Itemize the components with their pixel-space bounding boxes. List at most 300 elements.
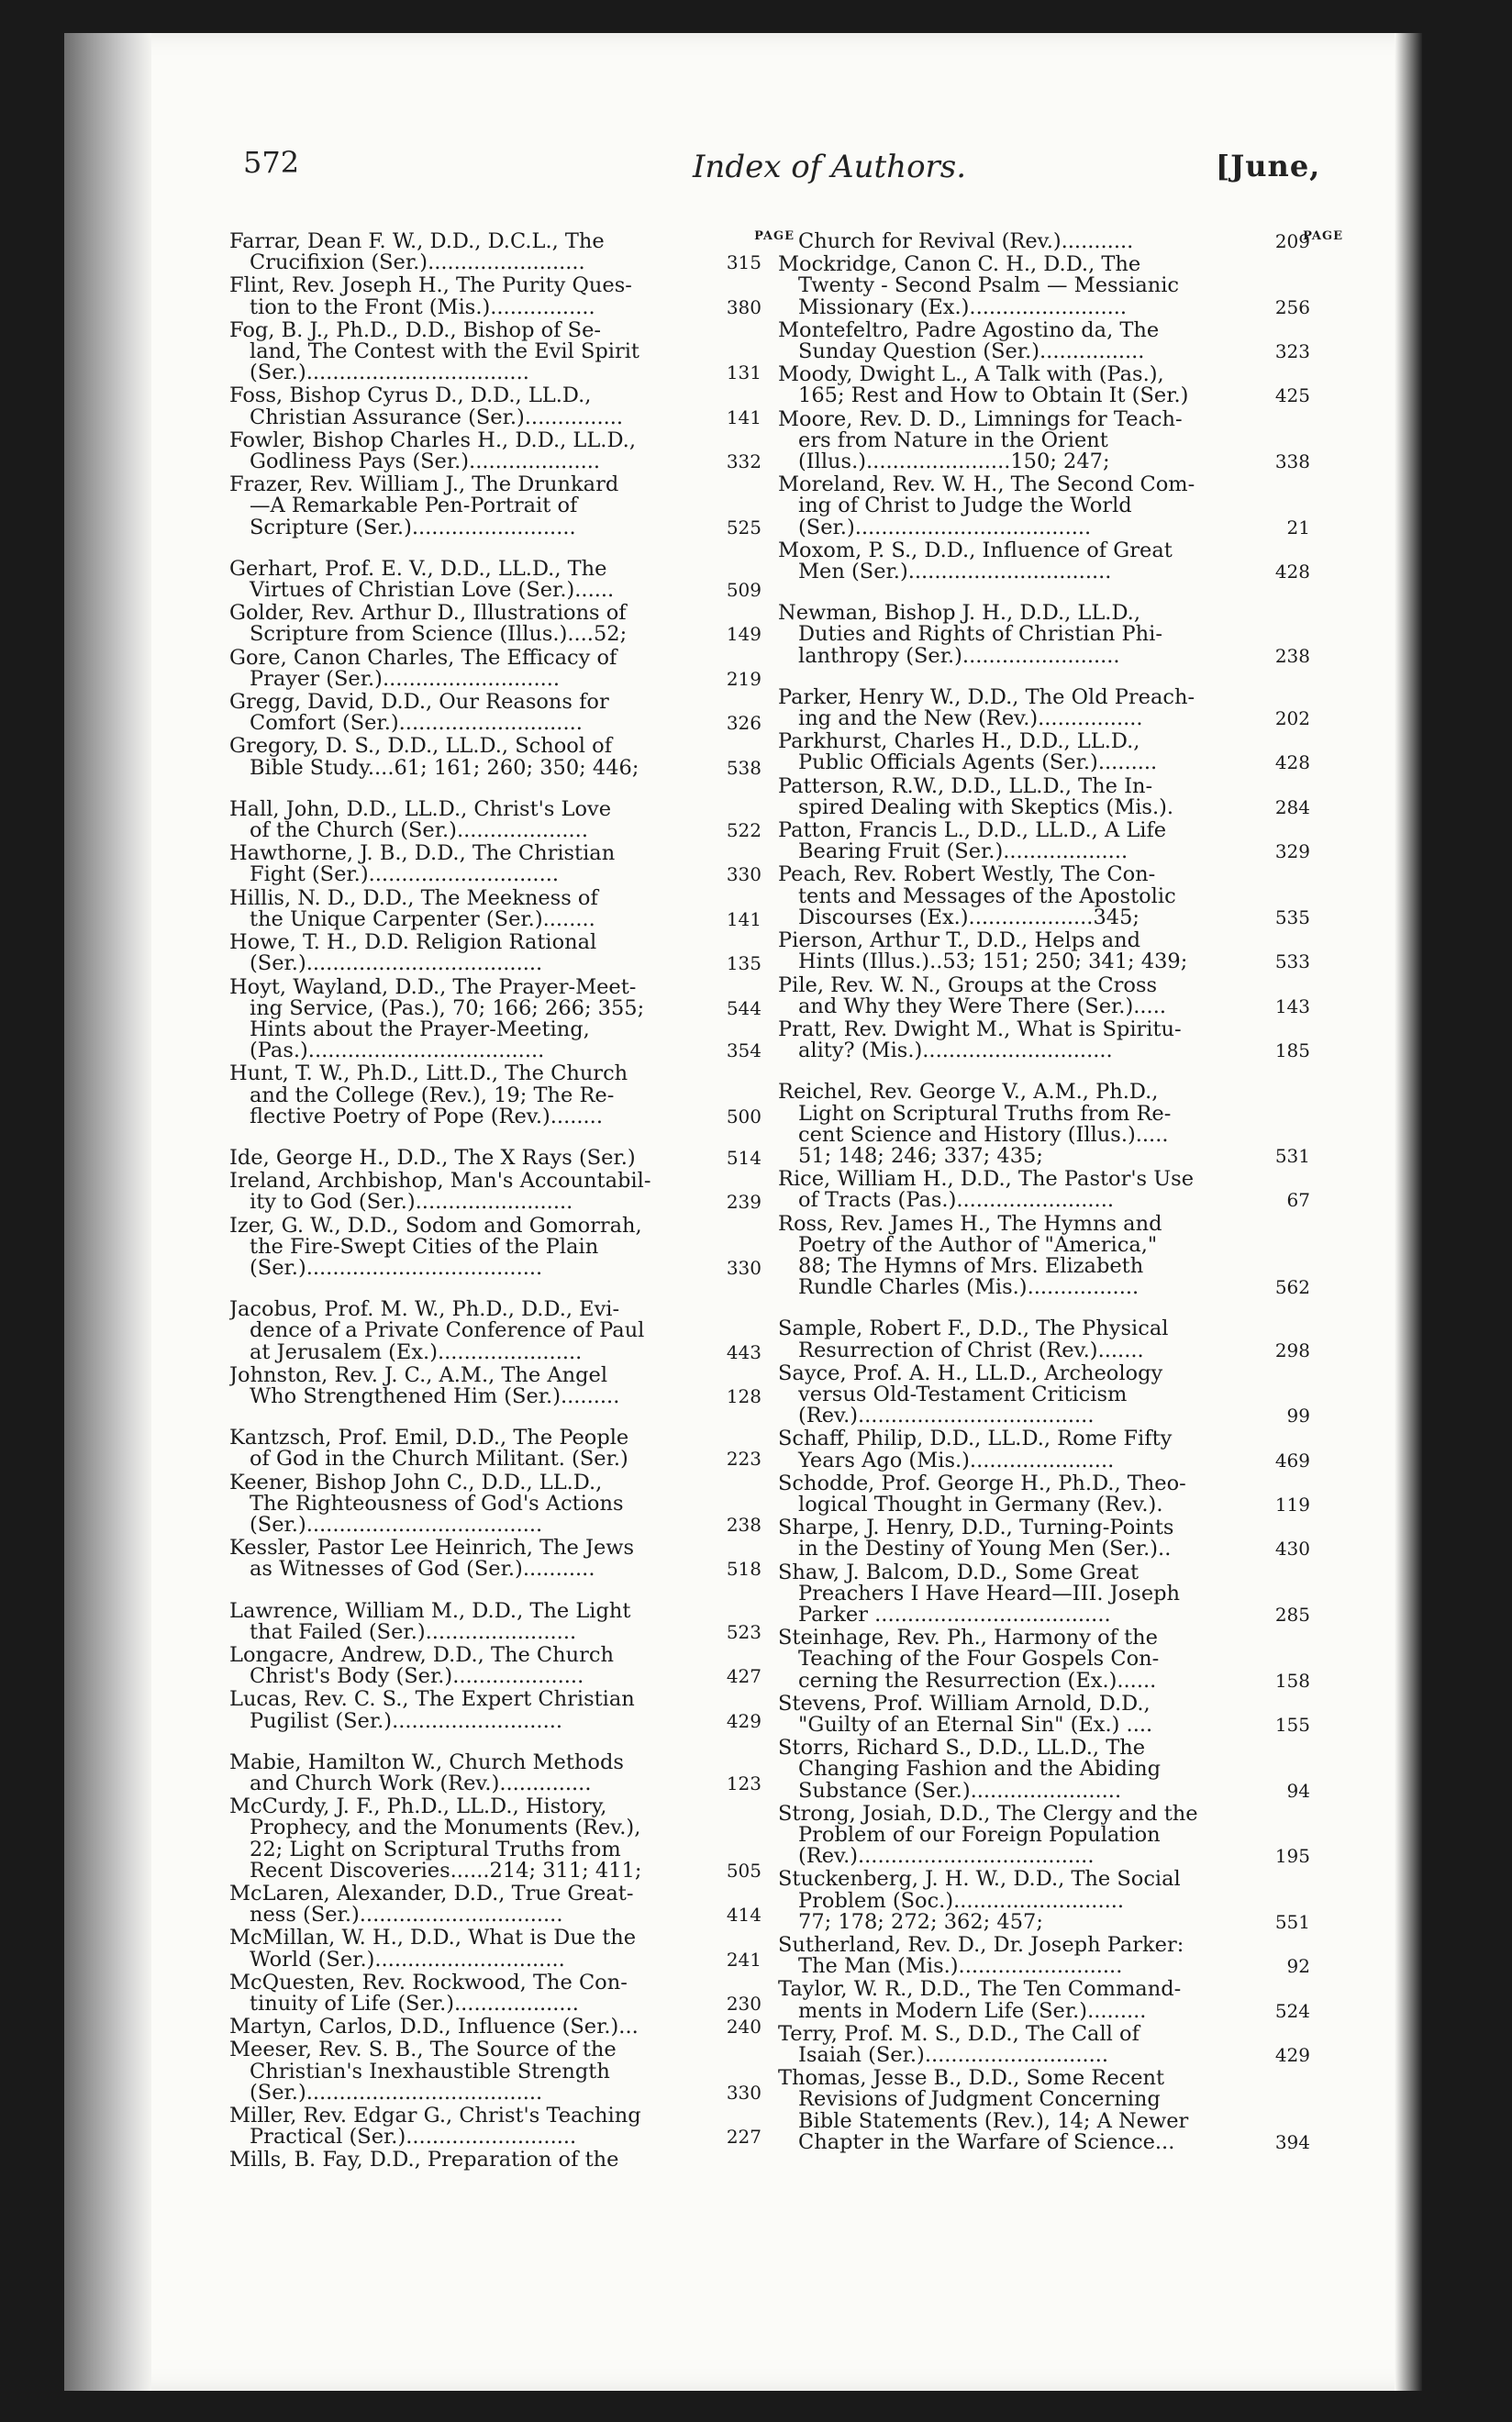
entry-page-number: 330 [726, 863, 762, 886]
left-index-column [229, 229, 795, 2173]
entry-line: (Rev.).................................... [798, 1846, 1095, 1868]
index-entry [229, 603, 762, 645]
index-entry [229, 2105, 762, 2148]
entry-line: (Ser.).................................... [798, 517, 1092, 539]
entry-page-number: 429 [726, 1709, 762, 1732]
index-entry [229, 799, 762, 841]
index-entry [229, 1365, 762, 1407]
entry-page-number: 380 [726, 295, 762, 318]
index-entry [778, 864, 1310, 928]
entry-line: Problem (Soc.).......................... [798, 1890, 1125, 1912]
index-entry [778, 1318, 1310, 1361]
entry-line: Men (Ser.)............................... [798, 561, 1112, 583]
entry-line: Mills, B. Fay, D.D., Preparation of the [229, 2150, 619, 2172]
entry-line: versus Old-Testament Criticism [798, 1383, 1128, 1406]
entry-line: Rice, William H., D.D., The Pastor's Use [778, 1169, 1195, 1191]
entry-line: Ross, Rev. James H., The Hymns and [778, 1213, 1162, 1235]
index-entry [229, 275, 762, 317]
index-entry [229, 430, 762, 472]
entry-line: (Pas.).................................... [250, 1040, 545, 1062]
entry-line: (Ser.).................................... [250, 2082, 543, 2105]
entry-line: Schaff, Philip, D.D., LL.D., Rome Fifty [778, 1428, 1173, 1450]
entry-page-number: 209 [1274, 230, 1310, 252]
index-entry [229, 1689, 762, 1731]
index-entry [229, 2039, 762, 2104]
index-entry [229, 1645, 762, 1687]
entry-line: cerning the Resurrection (Ex.)...... [798, 1670, 1157, 1692]
entry-line: Mabie, Hamilton W., Church Methods [229, 1751, 624, 1773]
entry-line: Meeser, Rev. S. B., The Source of the [229, 2039, 617, 2061]
entry-line: "Guilty of an Eternal Sin" (Ex.) .... [798, 1715, 1153, 1737]
entry-line: Hints about the Prayer-Meeting, [250, 1018, 590, 1041]
index-entry [229, 977, 762, 1062]
entry-line: Christian's Inexhaustible Strength [250, 2061, 610, 2083]
index-entry [229, 2016, 762, 2038]
index-entry [778, 1738, 1310, 1802]
index-entry [229, 385, 762, 428]
entry-line: Hunt, T. W., Ph.D., Litt.D., The Church [229, 1063, 628, 1085]
index-entry [229, 1928, 762, 1970]
index-entry [229, 2150, 762, 2171]
entry-page-number: 155 [1274, 1714, 1310, 1736]
entry-page-number: 256 [1274, 295, 1310, 318]
entry-line: ing and the New (Rev.)................ [798, 708, 1143, 730]
entry-page-number: 429 [1274, 2044, 1310, 2067]
entry-line: Thomas, Jesse B., D.D., Some Recent [778, 2068, 1165, 2090]
entry-line: tion to the Front (Mis.)................ [250, 296, 595, 318]
index-entry [778, 1517, 1310, 1560]
entry-page-number: 21 [1286, 516, 1310, 539]
index-entry [778, 1082, 1310, 1167]
entry-line: Reichel, Rev. George V., A.M., Ph.D., [778, 1082, 1159, 1104]
index-entry [778, 409, 1310, 473]
entry-page-number: 562 [1274, 1276, 1310, 1299]
entry-line: Mockridge, Canon C. H., D.D., The [778, 254, 1141, 276]
index-entry [229, 1299, 762, 1363]
index-entry [778, 1562, 1310, 1627]
entry-line: as Witnesses of God (Ser.)........... [250, 1559, 595, 1581]
entry-line: Discourses (Ex.)...................345; [798, 906, 1140, 929]
entry-line: Farrar, Dean F. W., D.D., D.C.L., The [229, 231, 605, 253]
entry-line: Gore, Canon Charles, The Efficacy of [229, 647, 617, 669]
entry-page-number: 354 [726, 1039, 762, 1062]
entry-page-number: 427 [726, 1665, 762, 1688]
index-entry [229, 692, 762, 734]
entry-page-number: 323 [1274, 340, 1310, 363]
index-entry [778, 776, 1310, 818]
entry-page-number: 158 [1274, 1669, 1310, 1692]
entry-line: Schodde, Prof. George H., Ph.D., Theo- [778, 1472, 1186, 1494]
entry-page-number: 141 [726, 406, 762, 428]
entry-page-number: 135 [726, 952, 762, 975]
page-column-label: PAGE [754, 229, 795, 243]
entry-line: Pugilist (Ser.).......................... [250, 1710, 563, 1732]
entry-line: Johnston, Rev. J. C., A.M., The Angel [229, 1364, 608, 1386]
entry-line: Miller, Rev. Edgar G., Christ's Teaching [229, 2105, 641, 2128]
entry-page-number: 430 [1274, 1538, 1310, 1561]
entry-page-number: 394 [1274, 2130, 1310, 2153]
index-entry [778, 1473, 1310, 1516]
entry-line: land, The Contest with the Evil Spirit [250, 341, 639, 363]
entry-page-number: 338 [1274, 450, 1310, 473]
entry-line: Practical (Ser.).......................... [250, 2127, 577, 2149]
entry-page-number: 195 [1274, 1845, 1310, 1868]
entry-line: Keener, Bishop John C., D.D., LL.D., [229, 1472, 603, 1494]
entry-line: Ide, George H., D.D., The X Rays (Ser.) [229, 1147, 636, 1170]
entry-line: ing Service, (Pas.), 70; 166; 266; 355; [250, 997, 645, 1019]
entry-page-number: 239 [726, 1191, 762, 1214]
index-entry [229, 1796, 762, 1882]
entry-line: of Tracts (Pas.)........................ [798, 1190, 1114, 1212]
entry-line: Christian Assurance (Ser.)............... [250, 406, 624, 428]
entry-line: ers from Nature in the Orient [798, 429, 1108, 452]
entry-line: McQuesten, Rev. Rockwood, The Con- [229, 1972, 628, 1994]
entry-page-number: 185 [1274, 1039, 1310, 1062]
index-entry [778, 320, 1310, 362]
entry-page-number: 315 [726, 251, 762, 274]
index-entry [229, 1972, 762, 2015]
entry-page-number: 284 [1274, 795, 1310, 818]
entry-line: Who Strengthened Him (Ser.)......... [250, 1385, 620, 1408]
entry-page-number: 128 [726, 1384, 762, 1407]
entry-line: Longacre, Andrew, D.D., The Church [229, 1644, 614, 1667]
index-entry [778, 731, 1310, 773]
index-entry [229, 559, 762, 601]
entry-page-number: 67 [1286, 1189, 1310, 1212]
entry-page-number: 428 [1274, 751, 1310, 774]
entry-line: logical Thought in Germany (Rev.). [798, 1494, 1163, 1517]
entry-line: Twenty - Second Psalm — Messianic [798, 275, 1180, 297]
entry-page-number: 505 [726, 1859, 762, 1882]
entry-page-number: 223 [726, 1448, 762, 1471]
entry-line: World (Ser.)............................. [250, 1949, 565, 1971]
index-entry [778, 2068, 1310, 2153]
entry-line: Jacobus, Prof. M. W., Ph.D., D.D., Evi- [229, 1299, 620, 1321]
entry-page-number: 414 [726, 1904, 762, 1927]
entry-page-number: 428 [1274, 561, 1310, 583]
entry-line: Pile, Rev. W. N., Groups at the Cross [778, 974, 1158, 996]
entry-page-number: 99 [1286, 1405, 1310, 1428]
entry-page-number: 551 [1274, 1910, 1310, 1933]
entry-line: Parker, Henry W., D.D., The Old Preach- [778, 686, 1195, 709]
entry-line: Bearing Fruit (Ser.)................... [798, 841, 1128, 863]
entry-line: Rundle Charles (Mis.)................. [798, 1277, 1140, 1299]
entry-line: Resurrection of Christ (Rev.)....... [798, 1339, 1144, 1361]
index-entry [229, 1216, 762, 1280]
entry-line: Sayce, Prof. A. H., LL.D., Archeology [778, 1362, 1163, 1384]
entry-line: Gerhart, Prof. E. V., D.D., LL.D., The [229, 558, 607, 581]
index-entry [778, 2024, 1310, 2066]
entry-line: Steinhage, Rev. Ph., Harmony of the [778, 1628, 1158, 1650]
entry-line: lanthropy (Ser.)........................ [798, 645, 1120, 667]
entry-line: Kessler, Pastor Lee Heinrich, The Jews [229, 1538, 635, 1560]
entry-line: (Ser.).................................. [250, 362, 529, 384]
index-entry [229, 1148, 762, 1169]
entry-line: Ireland, Archbishop, Man's Accountabil- [229, 1171, 651, 1193]
entry-line: Foss, Bishop Cyrus D., D.D., LL.D., [229, 385, 592, 407]
index-entry [229, 1752, 762, 1794]
entry-line: Sutherland, Rev. D., Dr. Joseph Parker: [778, 1935, 1184, 1957]
entry-line: flective Poetry of Pope (Rev.)........ [250, 1105, 603, 1128]
entry-line: Hoyt, Wayland, D.D., The Prayer-Meet- [229, 976, 637, 998]
entry-line: dence of a Private Conference of Paul [250, 1320, 645, 1342]
entry-page-number: 522 [726, 819, 762, 842]
entry-line: that Failed (Ser.)....................... [250, 1621, 577, 1643]
entry-line: Recent Discoveries......214; 311; 411; [250, 1860, 642, 1883]
entry-page-number: 238 [726, 1513, 762, 1536]
entry-page-number: 230 [726, 1993, 762, 2016]
entry-page-number: 330 [726, 2081, 762, 2104]
entry-line: (Illus.)......................150; 247; [798, 451, 1110, 473]
index-entry [778, 1935, 1310, 1977]
entry-page-number: 141 [726, 907, 762, 930]
entry-page-number: 326 [726, 712, 762, 735]
entry-line: Gregg, David, D.D., Our Reasons for [229, 692, 609, 714]
entry-line: Poetry of the Author of "America," [798, 1234, 1158, 1256]
entry-line: Duties and Rights of Christian Phi- [798, 624, 1162, 646]
entry-line: (Ser.).................................... [250, 953, 543, 975]
entry-line: Stuckenberg, J. H. W., D.D., The Social [778, 1869, 1181, 1891]
entry-page-number: 149 [726, 623, 762, 646]
entry-line: 165; Rest and How to Obtain It (Ser.) [798, 385, 1189, 407]
entry-page-number: 94 [1286, 1779, 1310, 1802]
index-entry [778, 231, 1310, 252]
entry-line: Pratt, Rev. Dwight M., What is Spiritu- [778, 1018, 1182, 1041]
entry-line: 22; Light on Scriptural Truths from [250, 1839, 621, 1861]
entry-line: ness (Ser.)............................... [250, 1905, 563, 1927]
entry-line: cent Science and History (Illus.)..... [798, 1124, 1169, 1146]
entry-line: Crucifixion (Ser.)........................ [250, 252, 585, 274]
entry-line: Problem of our Foreign Population [798, 1825, 1161, 1847]
index-entry [778, 1869, 1310, 1933]
right-index-column [778, 229, 1343, 2155]
entry-page-number: 329 [1274, 840, 1310, 863]
entry-line: Public Officials Agents (Ser.)......... [798, 752, 1158, 774]
entry-line: Hillis, N. D., D.D., The Meekness of [229, 887, 598, 909]
page-right-edge [1395, 33, 1422, 2391]
entry-line: The Man (Mis.)......................... [798, 1956, 1123, 1978]
entry-line: McCurdy, J. F., Ph.D., LL.D., History, [229, 1796, 607, 1818]
entry-page-number: 219 [726, 667, 762, 690]
entry-page-number: 240 [726, 2016, 762, 2039]
index-entry [778, 1169, 1310, 1211]
entry-line: Peach, Rev. Robert Westly, The Con- [778, 864, 1156, 886]
entry-line: in the Destiny of Young Men (Ser.).. [798, 1539, 1172, 1561]
entry-page-number: 330 [726, 1256, 762, 1279]
index-entry [229, 932, 762, 974]
entry-line: Parker .................................... [798, 1604, 1111, 1627]
entry-page-number: 285 [1274, 1603, 1310, 1626]
index-entry [778, 820, 1310, 862]
entry-line: Virtues of Christian Love (Ser.)...... [250, 580, 615, 602]
entry-line: Storrs, Richard S., D.D., LL.D., The [778, 1738, 1146, 1760]
entry-line: of the Church (Ser.).................... [250, 820, 588, 842]
entry-line: Sample, Robert F., D.D., The Physical [778, 1318, 1169, 1340]
entry-page-number: 119 [1274, 1493, 1310, 1516]
entry-line: of God in the Church Militant. (Ser.) [250, 1449, 628, 1471]
index-entry [229, 231, 762, 273]
entry-line: Bible Statements (Rev.), 14; A Newer [798, 2110, 1189, 2132]
index-entry [778, 1214, 1310, 1299]
index-entry [778, 1428, 1310, 1471]
entry-line: ments in Modern Life (Ser.)......... [798, 2000, 1147, 2022]
page-number: 572 [243, 145, 300, 180]
entry-line: and the College (Rev.), 19; The Re- [250, 1084, 615, 1106]
index-entry [778, 975, 1310, 1017]
index-entry [229, 1538, 762, 1580]
entry-line: Prayer (Ser.)........................... [250, 668, 561, 691]
index-entry [229, 320, 762, 384]
entry-page-number: 525 [726, 516, 762, 539]
index-entry [778, 474, 1310, 539]
entry-line: ality? (Mis.)............................. [798, 1040, 1113, 1062]
entry-line: Golder, Rev. Arthur D., Illustrations of [229, 603, 627, 625]
index-entry [778, 1979, 1310, 2021]
entry-line: Isaiah (Ser.)............................ [798, 2045, 1109, 2067]
entry-line: and Church Work (Rev.).............. [250, 1773, 592, 1795]
entry-line: Preachers I Have Heard—III. Joseph [798, 1583, 1181, 1605]
entry-line: 77; 178; 272; 362; 457; [798, 1911, 1043, 1934]
entry-line: ity to God (Ser.)........................ [250, 1192, 573, 1214]
index-entry [778, 603, 1310, 667]
index-entry [778, 930, 1310, 972]
index-entry [229, 1171, 762, 1213]
entry-page-number: 469 [1274, 1449, 1310, 1472]
entry-line: Hall, John, D.D., LL.D., Christ's Love [229, 798, 612, 821]
entry-page-number: 535 [1274, 905, 1310, 928]
entry-line: Newman, Bishop J. H., D.D., LL.D., [778, 603, 1140, 625]
entry-line: Changing Fashion and the Abiding [798, 1759, 1161, 1781]
index-entry [229, 1472, 762, 1537]
entry-line: Taylor, W. R., D.D., The Ten Command- [778, 1979, 1182, 2001]
index-entry [778, 364, 1310, 406]
index-entry [778, 254, 1310, 318]
entry-line: McLaren, Alexander, D.D., True Great- [229, 1883, 634, 1905]
entry-line: Teaching of the Four Gospels Con- [798, 1649, 1160, 1671]
index-entry [229, 1883, 762, 1926]
entry-page-number: 538 [726, 756, 762, 779]
entry-line: Godliness Pays (Ser.).................... [250, 451, 601, 473]
entry-line: Montefeltro, Padre Agostino da, The [778, 319, 1160, 342]
entry-page-number: 518 [726, 1558, 762, 1581]
entry-line: Hints (Illus.)..53; 151; 250; 341; 439; [798, 951, 1188, 973]
running-month: [June, [1216, 149, 1321, 183]
entry-page-number: 332 [726, 450, 762, 473]
running-title: Index of Authors. [693, 149, 967, 185]
entry-line: Pierson, Arthur T., D.D., Helps and [778, 930, 1141, 952]
entry-line: Moore, Rev. D. D., Limnings for Teach- [778, 408, 1183, 430]
entry-line: tents and Messages of the Apostolic [798, 885, 1176, 907]
entry-line: Lucas, Rev. C. S., The Expert Christian [229, 1689, 635, 1711]
entry-page-number: 241 [726, 1948, 762, 1971]
entry-line: Missionary (Ex.)........................ [798, 296, 1128, 318]
page-gutter-shadow [64, 33, 151, 2391]
entry-line: Strong, Josiah, D.D., The Clergy and the [778, 1803, 1198, 1826]
index-entry [778, 540, 1310, 583]
entry-page-number: 509 [726, 579, 762, 602]
index-entry [778, 1694, 1310, 1736]
entry-line: Sharpe, J. Henry, D.D., Turning-Points [778, 1517, 1174, 1539]
index-entry [229, 1601, 762, 1643]
entry-page-number: 202 [1274, 707, 1310, 730]
entry-line: 88; The Hymns of Mrs. Elizabeth [798, 1255, 1144, 1278]
entry-line: Frazer, Rev. William J., The Drunkard [229, 474, 619, 496]
entry-page-number: 92 [1286, 1955, 1310, 1978]
entry-line: Chapter in the Warfare of Science... [798, 2131, 1175, 2154]
entry-line: the Fire-Swept Cities of the Plain [250, 1236, 599, 1258]
entry-line: Shaw, J. Balcom, D.D., Some Great [778, 1561, 1140, 1583]
entry-page-number: 523 [726, 1620, 762, 1643]
entry-page-number: 143 [1274, 994, 1310, 1017]
entry-line: Howe, T. H., D.D. Religion Rational [229, 932, 597, 954]
entry-line: tinuity of Life (Ser.)................... [250, 1994, 579, 2016]
entry-line: Parkhurst, Charles H., D.D., LL.D., [778, 731, 1140, 753]
index-entry [229, 1428, 762, 1470]
index-entry [229, 1063, 762, 1128]
entry-line: Kantzsch, Prof. Emil, D.D., The People [229, 1428, 629, 1450]
entry-line: Substance (Ser.)....................... [798, 1780, 1122, 1802]
entry-line: The Righteousness of God's Actions [250, 1493, 624, 1515]
entry-line: Fog, B. J., Ph.D., D.D., Bishop of Se- [229, 319, 601, 342]
entry-page-number: 131 [726, 361, 762, 384]
entry-line: Terry, Prof. M. S., D.D., The Call of [778, 2023, 1140, 2046]
index-entry [778, 687, 1310, 729]
index-entry [229, 474, 762, 539]
entry-line: (Rev.).................................... [798, 1405, 1095, 1428]
entry-page-number: 123 [726, 1772, 762, 1794]
entry-line: McMillan, W. H., D.D., What is Due the [229, 1928, 637, 1950]
index-entry [229, 843, 762, 885]
entry-line: Comfort (Ser.)............................ [250, 713, 583, 735]
entry-line: Bible Study....61; 161; 260; 350; 446; [250, 757, 639, 779]
index-entry [229, 648, 762, 690]
index-entry [229, 888, 762, 930]
entry-line: Lawrence, William M., D.D., The Light [229, 1600, 631, 1622]
entry-line: (Ser.).................................... [250, 1514, 543, 1537]
entry-line: Hawthorne, J. B., D.D., The Christian [229, 843, 616, 865]
entry-line: Scripture from Science (Illus.)....52; [250, 624, 628, 646]
entry-page-number: 544 [726, 996, 762, 1019]
index-entry [229, 736, 762, 778]
entry-line: (Ser.).................................... [250, 1257, 543, 1280]
entry-line: Izer, G. W., D.D., Sodom and Gomorrah, [229, 1215, 642, 1237]
entry-line: at Jerusalem (Ex.)...................... [250, 1341, 583, 1363]
entry-line: Church for Revival (Rev.)........... [798, 231, 1134, 253]
entry-page-number: 298 [1274, 1339, 1310, 1361]
entry-page-number: 514 [726, 1146, 762, 1169]
page-header [243, 145, 1344, 200]
entry-page-number: 531 [1274, 1144, 1310, 1167]
entry-line: Patterson, R.W., D.D., LL.D., The In- [778, 775, 1153, 797]
entry-page-number: 500 [726, 1105, 762, 1128]
entry-line: Martyn, Carlos, D.D., Influence (Ser.)... [229, 2016, 639, 2039]
entry-line: Light on Scriptural Truths from Re- [798, 1103, 1172, 1125]
entry-line: Gregory, D. S., D.D., LL.D., School of [229, 736, 613, 758]
entry-line: the Unique Carpenter (Ser.)........ [250, 908, 595, 931]
entry-line: Revisions of Judgment Concerning [798, 2089, 1161, 2111]
entry-line: Scripture (Ser.)......................... [250, 517, 576, 539]
entry-line: Flint, Rev. Joseph H., The Purity Ques- [229, 275, 632, 297]
entry-line: Years Ago (Mis.)...................... [798, 1450, 1115, 1472]
entry-page-number: 524 [1274, 1999, 1310, 2022]
entry-page-number: 425 [1274, 384, 1310, 407]
entry-line: ing of Christ to Judge the World [798, 495, 1132, 517]
entry-line: 51; 148; 246; 337; 435; [798, 1145, 1043, 1168]
entry-line: Moreland, Rev. W. H., The Second Com- [778, 474, 1195, 496]
index-entry [778, 1804, 1310, 1868]
entry-page-number: 533 [1274, 950, 1310, 973]
entry-line: Sunday Question (Ser.)................ [798, 341, 1145, 363]
